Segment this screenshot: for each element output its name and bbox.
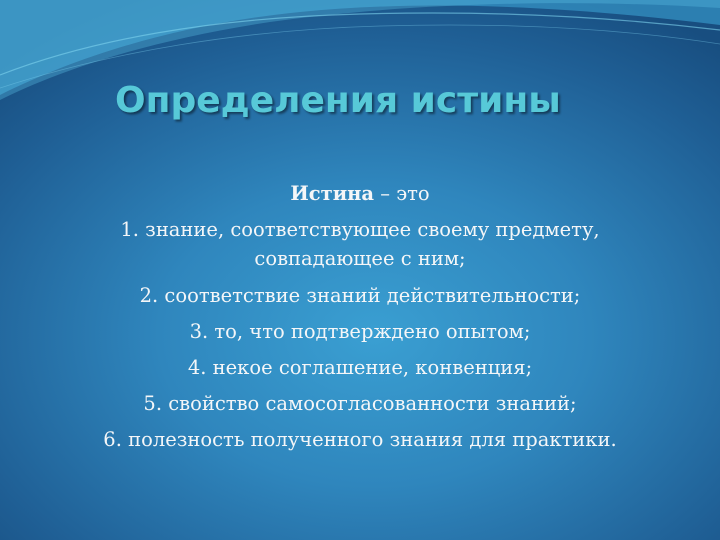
intro-line — [40, 176, 680, 212]
slide-title: Определения истины — [115, 80, 561, 121]
list-item-6: 6. полезность полученного знания для практики. — [103, 428, 617, 451]
list-item-1 — [40, 212, 680, 274]
definitions-list — [40, 176, 680, 458]
list-item-5: 5. свойство самосогласованности знаний; — [143, 392, 577, 415]
intro-rest: – это — [374, 182, 430, 205]
list-item-3: 3. то, что подтверждено опытом; — [189, 320, 531, 343]
list-item-1-line-2: совпадающее с ним; — [254, 247, 466, 270]
list-item-4: 4. некое соглашение, конвенция; — [187, 356, 533, 379]
list-item-2: 2. соответствие знаний действительности; — [139, 284, 581, 307]
list-item-1-line-1: 1. знание, соответствующее своему предмету, — [120, 218, 600, 241]
intro-term: Истина — [290, 182, 375, 205]
